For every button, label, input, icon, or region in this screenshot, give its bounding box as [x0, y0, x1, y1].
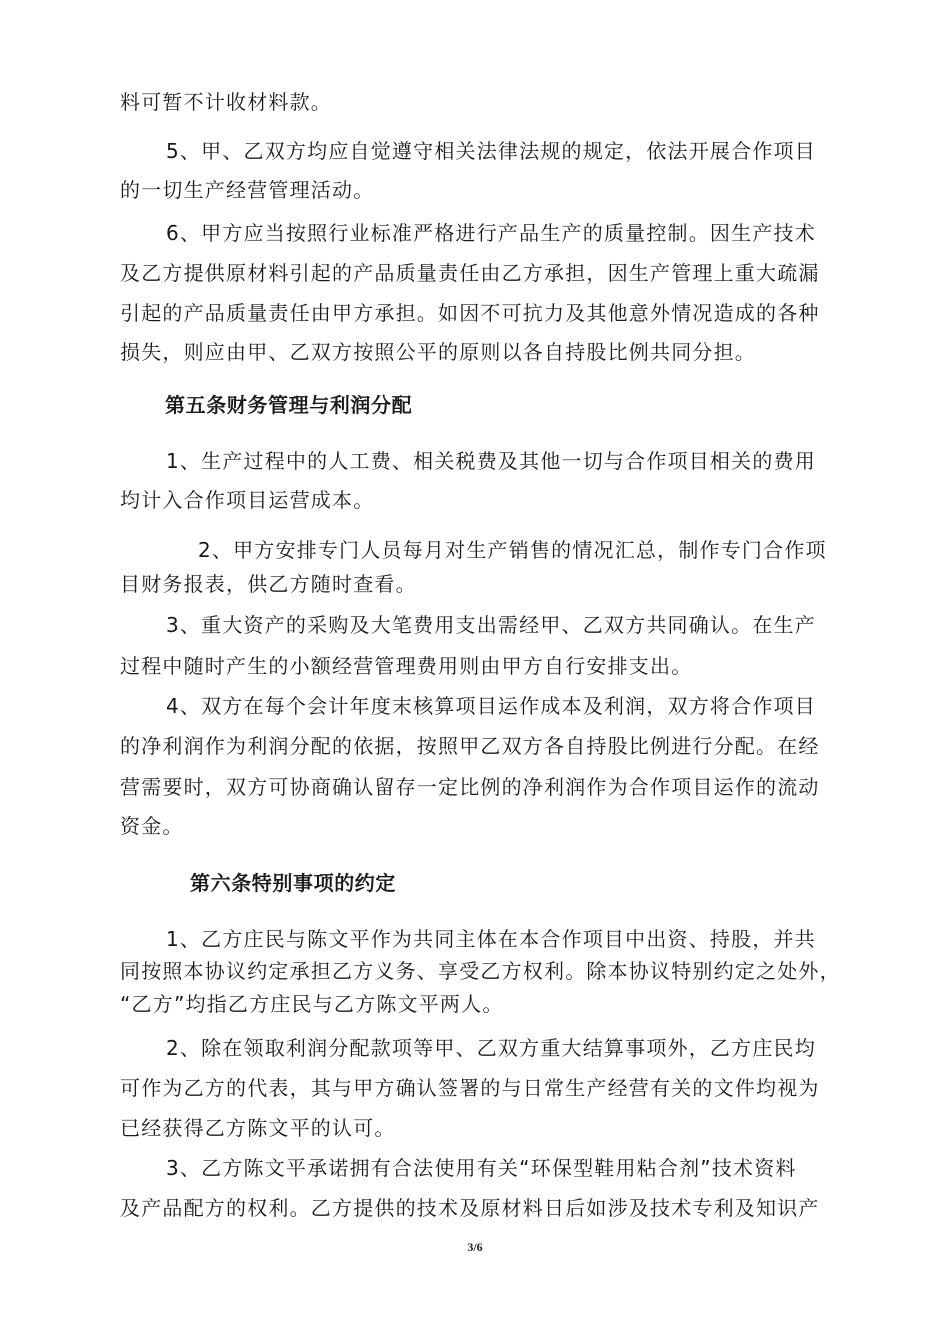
text-line: 及乙方提供原材料引起的产品质量责任由乙方承担，因生产管理上重大疏漏	[120, 261, 820, 285]
text-line: 的净利润作为利润分配的依据，按照甲乙双方各自持股比例进行分配。在经	[120, 734, 820, 758]
text-line: 损失，则应由甲、乙双方按照公平的原则以各自持股比例共同分担。	[120, 340, 756, 364]
text-line: 1、乙方庄民与陈文平作为共同主体在本合作项目中出资、持股，并共	[166, 927, 816, 951]
text-line: 料可暂不计收材料款。	[120, 90, 332, 114]
page-number: 3/6	[467, 1240, 483, 1254]
text-line: 2、甲方安排专门人员每月对生产销售的情况汇总，制作专门合作项	[198, 538, 827, 562]
text-line: 同按照本协议约定承担乙方义务、享受乙方权利。除本协议特别约定之处外，	[120, 959, 841, 983]
text-line: 3、乙方陈文平承诺拥有合法使用有关“环保型鞋用粘合剂”技术资料	[166, 1156, 797, 1180]
text-line: 引起的产品质量责任由甲方承担。如因不可抗力及其他意外情况造成的各种	[120, 301, 820, 325]
text-line: 1、生产过程中的人工费、相关税费及其他一切与合作项目相关的费用	[166, 449, 816, 473]
text-line: 及产品配方的权利。乙方提供的技术及原材料日后如涉及技术专利及知识产	[120, 1196, 820, 1220]
text-line: 营需要时，双方可协商确认留存一定比例的净利润作为合作项目运作的流动	[120, 775, 820, 799]
section-heading: 第五条财务管理与利润分配	[165, 393, 413, 417]
text-line: 的一切生产经营管理活动。	[120, 178, 375, 202]
text-line: 均计入合作项目运营成本。	[120, 488, 375, 512]
text-line: 已经获得乙方陈文平的认可。	[120, 1116, 396, 1140]
text-line: 过程中随时产生的小额经营管理费用则由甲方自行安排支出。	[120, 654, 693, 678]
text-line: 6、甲方应当按照行业标准严格进行产品生产的质量控制。因生产技术	[166, 221, 816, 245]
text-line: 5、甲、乙双方均应自觉遵守相关法律法规的规定，依法开展合作项目	[166, 139, 816, 163]
text-line: 资金。	[120, 814, 184, 838]
section-heading: 第六条特别事项的约定	[190, 871, 396, 895]
text-line: 2、除在领取利润分配款项等甲、乙双方重大结算事项外，乙方庄民均	[166, 1036, 816, 1060]
text-line: 可作为乙方的代表，其与甲方确认签署的与日常生产经营有关的文件均视为	[120, 1076, 820, 1100]
text-line: “乙方”均指乙方庄民与乙方陈文平两人。	[120, 992, 504, 1016]
text-line: 4、双方在每个会计年度末核算项目运作成本及利润，双方将合作项目	[166, 694, 816, 718]
text-line: 3、重大资产的采购及大笔费用支出需经甲、乙双方共同确认。在生产	[166, 613, 816, 637]
text-line: 目财务报表，供乙方随时查看。	[120, 572, 417, 596]
